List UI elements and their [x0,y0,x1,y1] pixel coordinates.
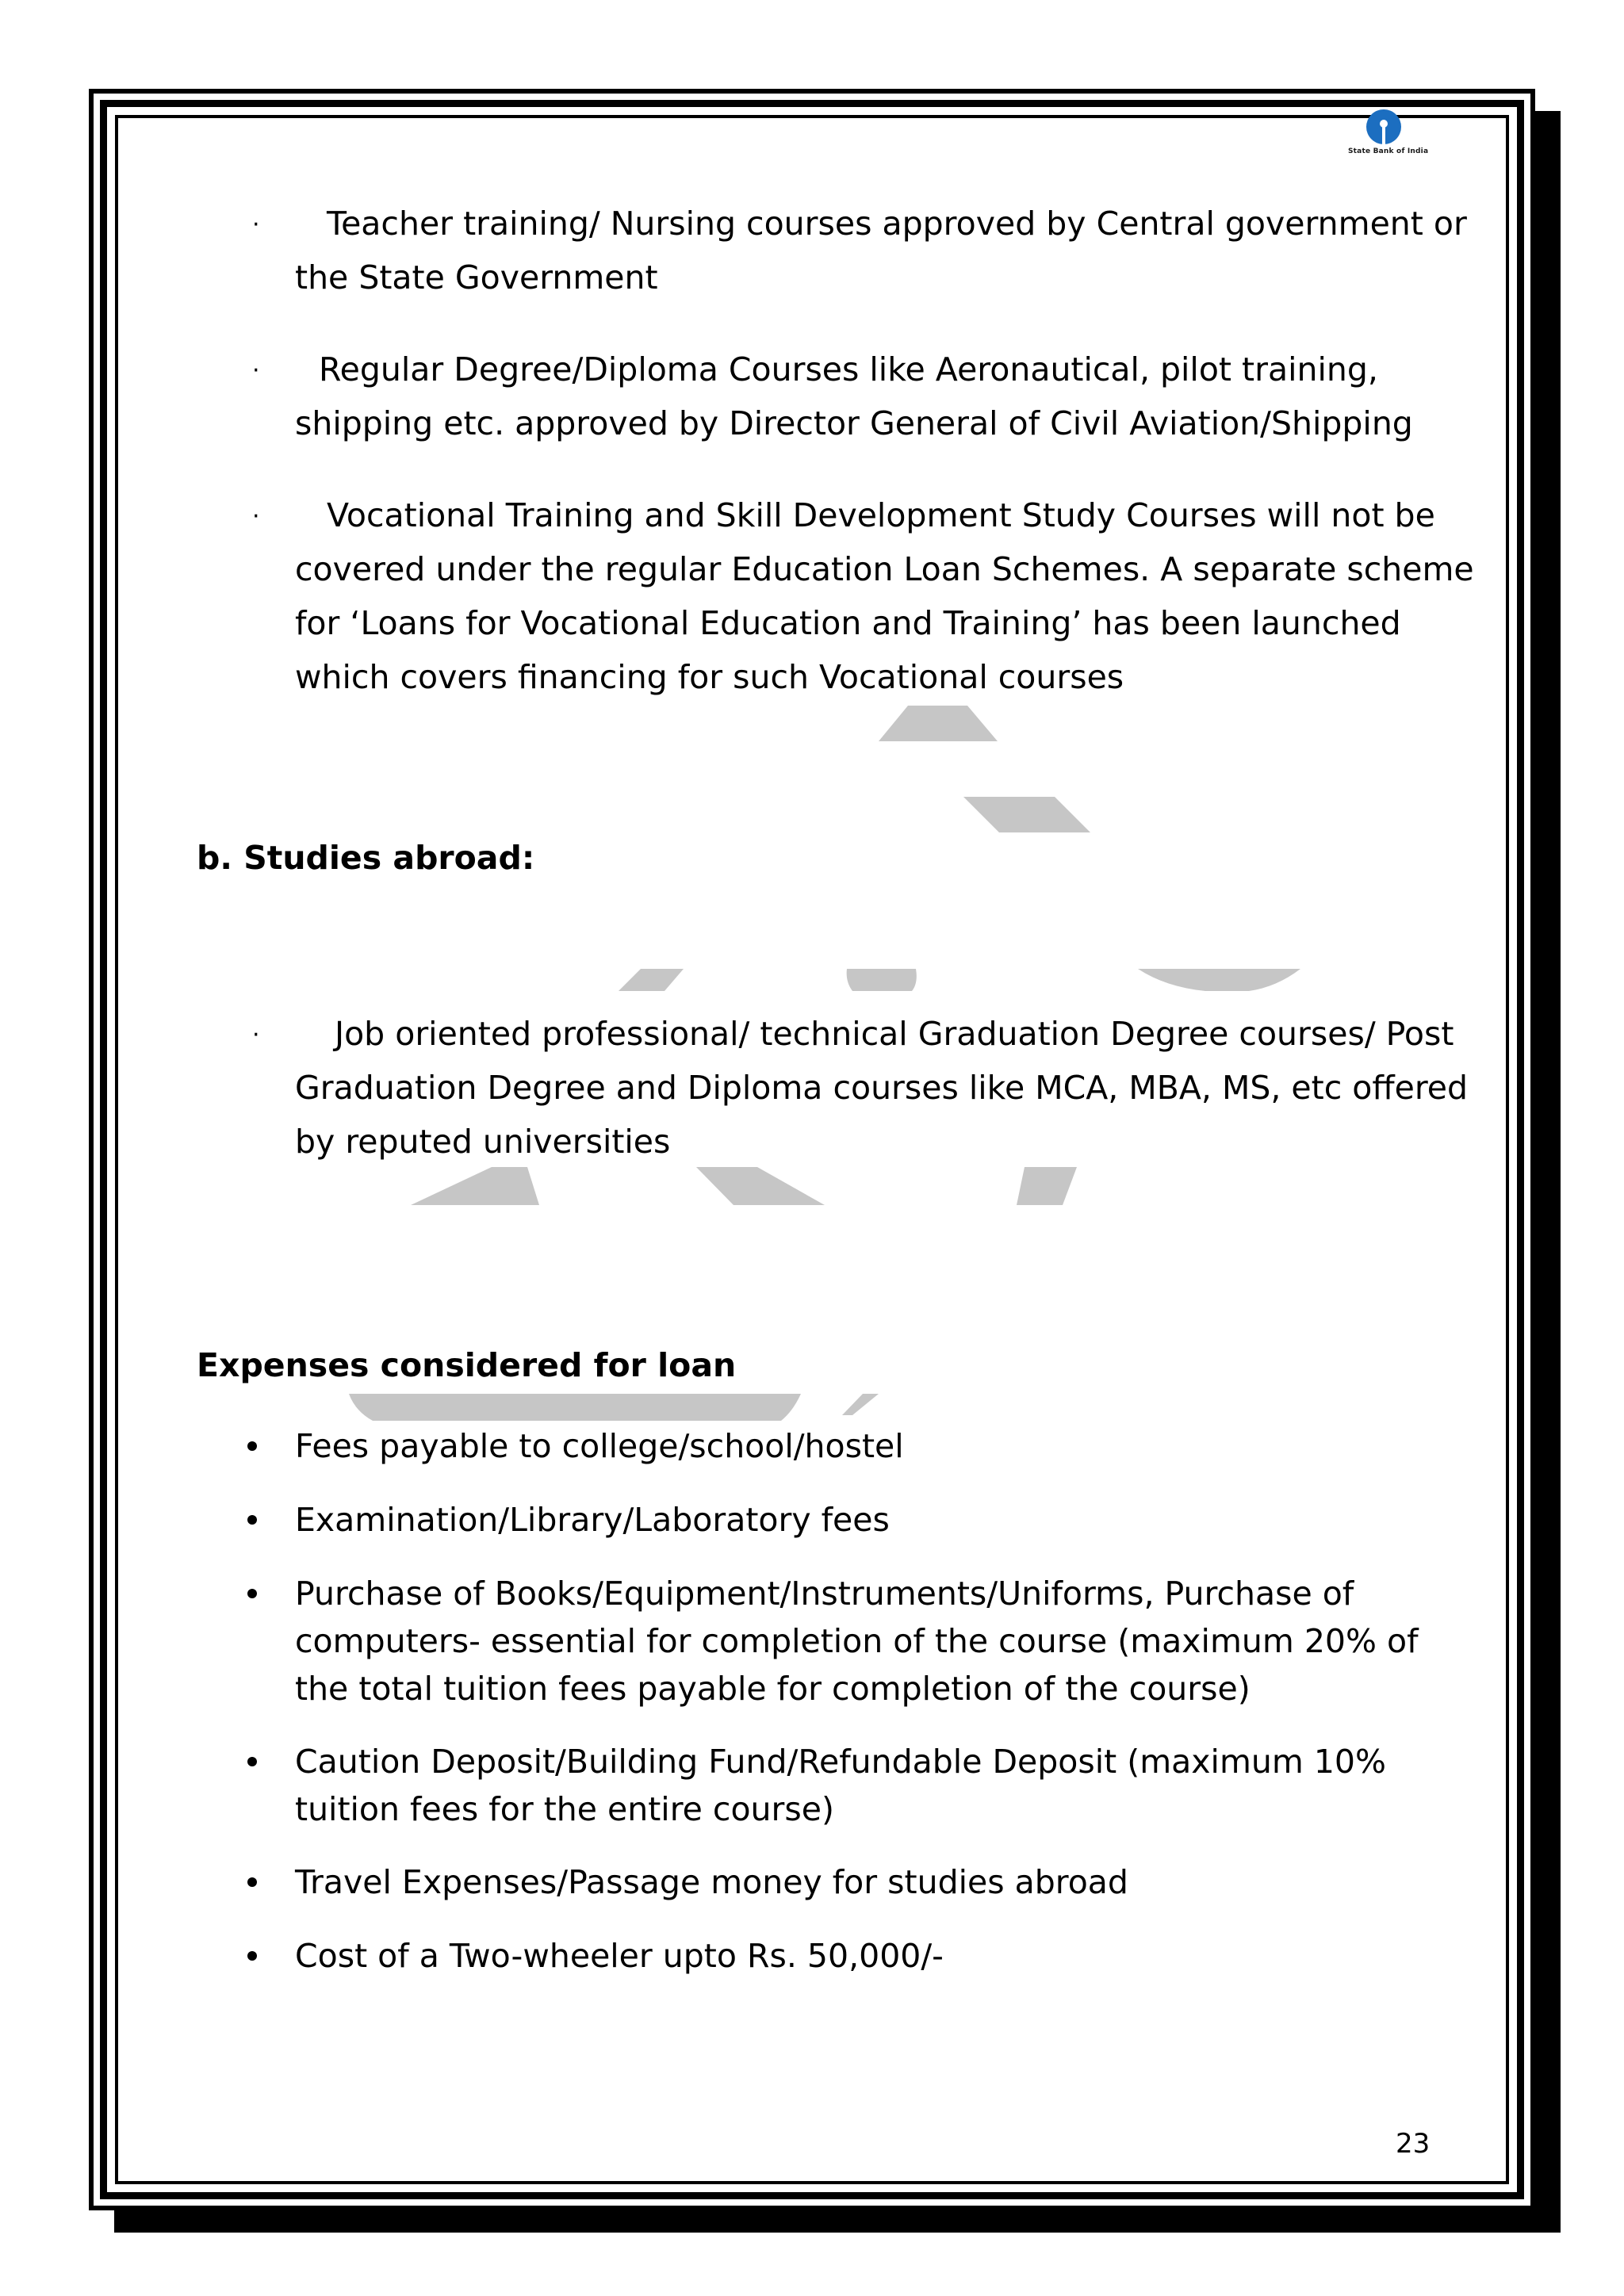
expense-item: Purchase of Books/Equipment/Instruments/Uniforms, Purchase of computers- essential for completion of the course (maximum 20% of the total tuition fees payable for completion of the course) [295,1575,1419,1708]
expense-item: Caution Deposit/Building Fund/Refundable Deposit (maximum 10% tuition fees for the entire course) [295,1743,1386,1828]
course-3-line-1: Vocational Training and Skill Development Study Courses will not be [327,496,1435,534]
course-1-line-2: the State Government [295,258,658,297]
course-2-line-1: Regular Degree/Diploma Courses like Aeronautical, pilot training, [319,350,1378,388]
expense-bullet [247,1441,257,1451]
expense-item: Examination/Library/Laboratory fees [295,1501,890,1539]
expense-bullet [247,1951,257,1961]
expense-item: Fees payable to college/school/hostel [295,1427,904,1465]
bullet-dot: · [252,1021,260,1049]
studies-abroad-heading: b. Studies abroad: [197,839,535,877]
course-3-line-4: which covers financing for such Vocational courses [295,658,1124,696]
course-1-line-1: Teacher training/ Nursing courses approved by Central government or [327,205,1467,243]
bullet-dot: · [252,503,260,530]
page-number: 23 [1396,2128,1431,2160]
abroad-course-line-2: Graduation Degree and Diploma courses like MCA, MBA, MS, etc offered [295,1069,1469,1107]
expenses-heading: Expenses considered for loan [197,1346,737,1384]
course-3-line-3: for ‘Loans for Vocational Education and Training’ has been launched [295,604,1401,642]
abroad-course-line-1: Job oriented professional/ technical Graduation Degree courses/ Post [335,1015,1454,1053]
expense-item: Travel Expenses/Passage money for studies abroad [295,1863,1128,1901]
course-3-line-2: covered under the regular Education Loan Schemes. A separate scheme [295,550,1474,588]
expense-bullet [247,1515,257,1525]
sbi-logo-caption: State Bank of India [1348,147,1429,155]
abroad-course-line-3: by reputed universities [295,1123,671,1161]
expense-bullet [247,1589,257,1598]
course-2-line-2: shipping etc. approved by Director General of Civil Aviation/Shipping [295,404,1413,442]
bullet-dot: · [252,211,260,239]
bullet-dot: · [252,357,260,385]
expense-bullet [247,1877,257,1887]
expense-item: Cost of a Two-wheeler upto Rs. 50,000/- [295,1937,944,1975]
expense-bullet [247,1757,257,1766]
